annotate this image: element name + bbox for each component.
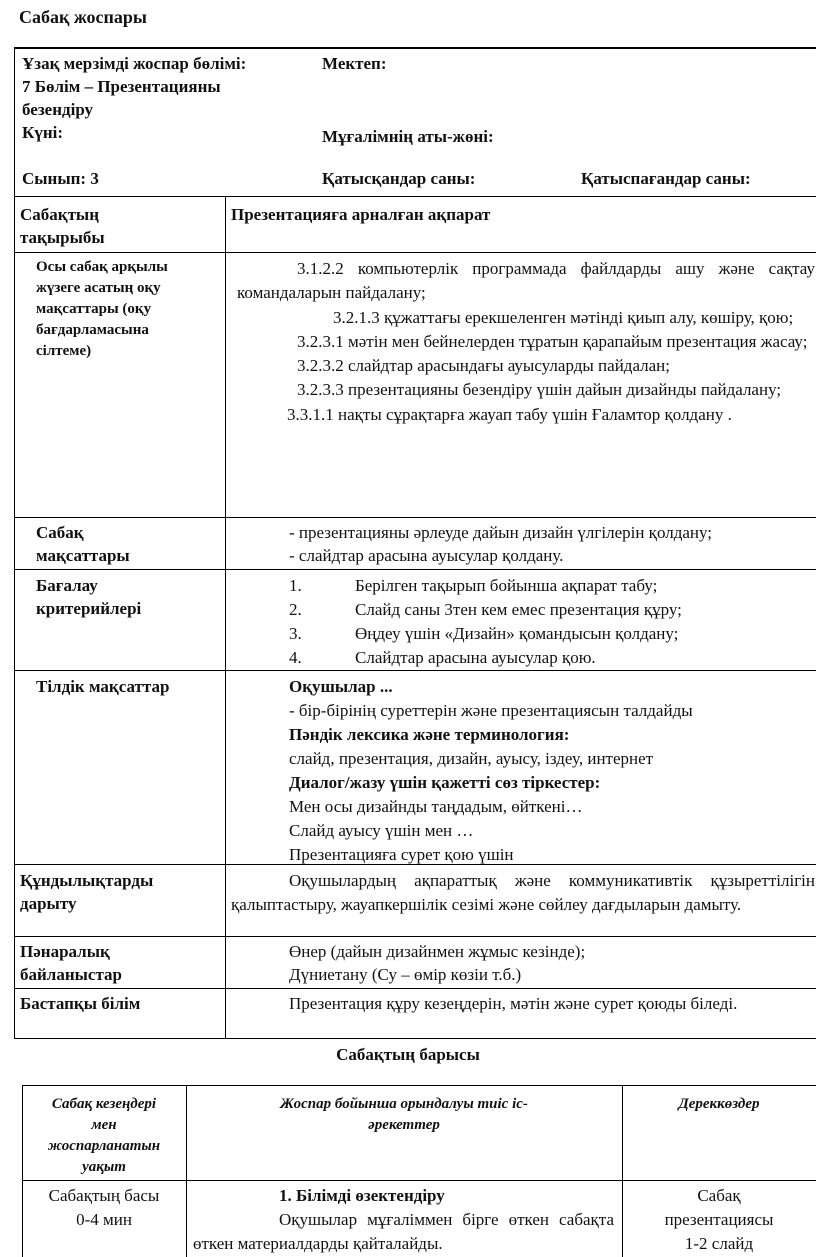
phrase-item: Презентацияға сурет қою үшін bbox=[289, 845, 514, 864]
objectives-label bbox=[36, 257, 226, 362]
topic-label-line: тақырыбы bbox=[20, 228, 105, 247]
lesson-goal-item: - слайдтар арасына ауысулар қолдану. bbox=[289, 546, 564, 565]
criteria-item bbox=[289, 646, 682, 670]
progress-table-top bbox=[22, 1085, 816, 1086]
table-top-border bbox=[14, 47, 816, 49]
row-divider bbox=[14, 252, 816, 253]
cross-item: Дүниетану (Су – өмір көзіи т.б.) bbox=[289, 965, 522, 984]
source-line: презентациясы bbox=[664, 1210, 774, 1229]
school-label: Мектеп: bbox=[322, 54, 387, 73]
phrases-heading: Диалог/жазу үшін қажетті сөз тіркестер: bbox=[289, 773, 601, 792]
cross-label bbox=[20, 940, 122, 986]
criteria-item bbox=[289, 598, 682, 622]
criteria-number: 2. bbox=[289, 600, 302, 619]
criteria-label-line: Бағалау bbox=[36, 576, 98, 595]
cross-label-line: байланыстар bbox=[20, 965, 122, 984]
row-divider bbox=[14, 988, 816, 989]
stage-cell bbox=[22, 1184, 186, 1232]
cross-content bbox=[289, 940, 585, 986]
criteria-label bbox=[36, 574, 141, 620]
criteria-item bbox=[289, 574, 682, 598]
class-label: Сынып: 3 bbox=[22, 169, 99, 188]
criteria-text: Слайдтар арасына ауысулар қою. bbox=[355, 648, 596, 667]
source-line: 1-2 слайд bbox=[684, 1234, 754, 1253]
topic-label-line: Сабақтың bbox=[20, 205, 99, 224]
activities-cell bbox=[193, 1184, 614, 1256]
stage-column-header bbox=[22, 1094, 186, 1178]
topic-label bbox=[20, 203, 105, 249]
phrase-item: Слайд ауысу үшін мен … bbox=[289, 821, 474, 840]
absent-label: Қатыспағандар саны: bbox=[581, 169, 751, 188]
language-label: Тілдік мақсаттар bbox=[36, 677, 170, 696]
stage-header-line: жоспарланатын bbox=[47, 1138, 161, 1154]
students-heading: Оқушылар ... bbox=[289, 677, 393, 696]
prior-text: Презентация құру кезеңдерін, мәтін және сурет қоюды біледі. bbox=[289, 994, 738, 1013]
row-divider bbox=[14, 517, 816, 518]
criteria-item bbox=[289, 622, 682, 646]
objectives-label-line: бағдарламасына bbox=[36, 322, 149, 338]
vocab-text: слайд, презентация, дизайн, ауысу, іздеу, интернет bbox=[289, 749, 654, 768]
criteria-text: Слайд саны 3тен кем емес презентация құру; bbox=[355, 600, 682, 619]
lesson-goal-item: - презентацияны әрлеуде дайын дизайн үлгілерін қолдану; bbox=[289, 523, 712, 542]
stage-header-line: уақыт bbox=[82, 1159, 126, 1175]
values-label-line: Құндылықтарды bbox=[20, 871, 154, 890]
table-left-border bbox=[14, 47, 15, 1039]
activities-header-line: Жоспар бойынша орындалуы тиіс іс- bbox=[280, 1096, 528, 1112]
row-divider bbox=[14, 196, 816, 197]
objectives-label-line: Осы сабақ арқылы bbox=[36, 259, 168, 275]
objective-item: 3.1.2.2 компьютерлік программада файлдарды ашу және сақтау командаларын пайдалану; bbox=[237, 259, 815, 303]
present-label: Қатысқандар саны: bbox=[322, 169, 476, 188]
row-divider bbox=[14, 936, 816, 937]
criteria-number: 4. bbox=[289, 648, 302, 667]
objective-item: 3.3.1.1 нақты сұрақтарға жауап табу үшін Ғаламтор қолдану . bbox=[287, 404, 732, 424]
language-content bbox=[289, 675, 693, 867]
criteria-label-line: критерийлері bbox=[36, 599, 142, 618]
long-term-label: Ұзақ мерзімді жоспар бөлімі: bbox=[22, 54, 247, 73]
objective-item: 3.2.3.1 мәтін мен бейнелерден тұратын қарапайым презентация жасау; bbox=[297, 331, 808, 351]
students-text: - бір-бірінің суреттерін және презентациясын талдайды bbox=[289, 701, 693, 720]
activity-text: Оқушылар мұғаліммен бірге өткен сабақта өткен материалдарды қайталайды. bbox=[193, 1210, 614, 1253]
prior-label: Бастапқы білім bbox=[20, 994, 141, 1013]
values-label bbox=[20, 869, 153, 915]
row-divider bbox=[14, 670, 816, 671]
criteria-text: Берілген тақырып бойынша ақпарат табу; bbox=[355, 576, 658, 595]
long-term-value-line2: безендіру bbox=[22, 100, 94, 119]
values-text: Оқушылардың ақпараттық және коммуникативтік құзыреттілігін қалыптастыру, жауапкершілік сезімі және сөйлеу дағдыларын дамыту. bbox=[231, 871, 815, 914]
table-bottom-border bbox=[14, 1038, 816, 1039]
activities-header-line: әрекеттер bbox=[368, 1117, 440, 1133]
activity-heading: 1. Білімді өзектендіру bbox=[279, 1186, 445, 1205]
objectives-label-line: жүзеге асатың оқу bbox=[36, 280, 161, 296]
document-title: Сабақ жоспары bbox=[19, 7, 147, 27]
long-term-value-line1: 7 Бөлім – Презентацияны bbox=[22, 77, 221, 96]
objective-item: 3.2.1.3 құжаттағы ерекшеленген мәтінді қиып алу, көшіру, қою; bbox=[333, 307, 794, 327]
long-term-plan bbox=[22, 52, 312, 144]
stage-name: Сабақтың басы bbox=[48, 1186, 160, 1205]
topic-value: Презентацияға арналған ақпарат bbox=[231, 205, 491, 224]
stage-time: 0-4 мин bbox=[76, 1210, 132, 1229]
row-divider bbox=[14, 569, 816, 570]
objectives-list bbox=[237, 257, 815, 427]
lesson-goals-list bbox=[289, 521, 712, 567]
values-label-line: дарыту bbox=[20, 894, 77, 913]
cross-label-line: Пәнаралық bbox=[20, 942, 110, 961]
progress-row-divider bbox=[22, 1180, 816, 1181]
objective-item: 3.2.3.2 слайдтар арасындағы ауысуларды пайдалан; bbox=[297, 356, 670, 376]
lesson-goals-label-line: Сабақ bbox=[36, 523, 84, 542]
sources-column-header: Дереккөздер bbox=[678, 1096, 760, 1112]
progress-title: Сабақтың барысы bbox=[336, 1045, 480, 1064]
sources-cell bbox=[622, 1184, 816, 1256]
stage-header-line: мен bbox=[91, 1117, 117, 1133]
phrase-item: Мен осы дизайнды таңдадым, өйткені… bbox=[289, 797, 583, 816]
lesson-goals-label bbox=[36, 521, 130, 567]
objective-item: 3.2.3.3 презентацияны безендіру үшін дайын дизайнды пайдалану; bbox=[297, 380, 782, 400]
objectives-label-line: сілтеме) bbox=[36, 343, 92, 359]
criteria-number: 3. bbox=[289, 624, 302, 643]
stage-header-line: Сабақ кезеңдері bbox=[51, 1096, 157, 1112]
vocab-heading: Пәндік лексика және терминология: bbox=[289, 725, 570, 744]
date-label: Күні: bbox=[22, 123, 64, 142]
teacher-label: Мұғалімнің аты-жөні: bbox=[322, 127, 494, 146]
cross-item: Өнер (дайын дизайнмен жұмыс кезінде); bbox=[289, 942, 586, 961]
objectives-label-line: мақсаттары (оқу bbox=[36, 301, 152, 317]
lesson-goals-label-line: мақсаттары bbox=[36, 546, 130, 565]
criteria-list bbox=[289, 574, 682, 670]
source-line: Сабақ bbox=[697, 1186, 741, 1205]
activities-column-header bbox=[186, 1094, 622, 1136]
criteria-number: 1. bbox=[289, 576, 302, 595]
criteria-text: Өңдеу үшін «Дизайн» қомандысын қолдану; bbox=[355, 624, 679, 643]
